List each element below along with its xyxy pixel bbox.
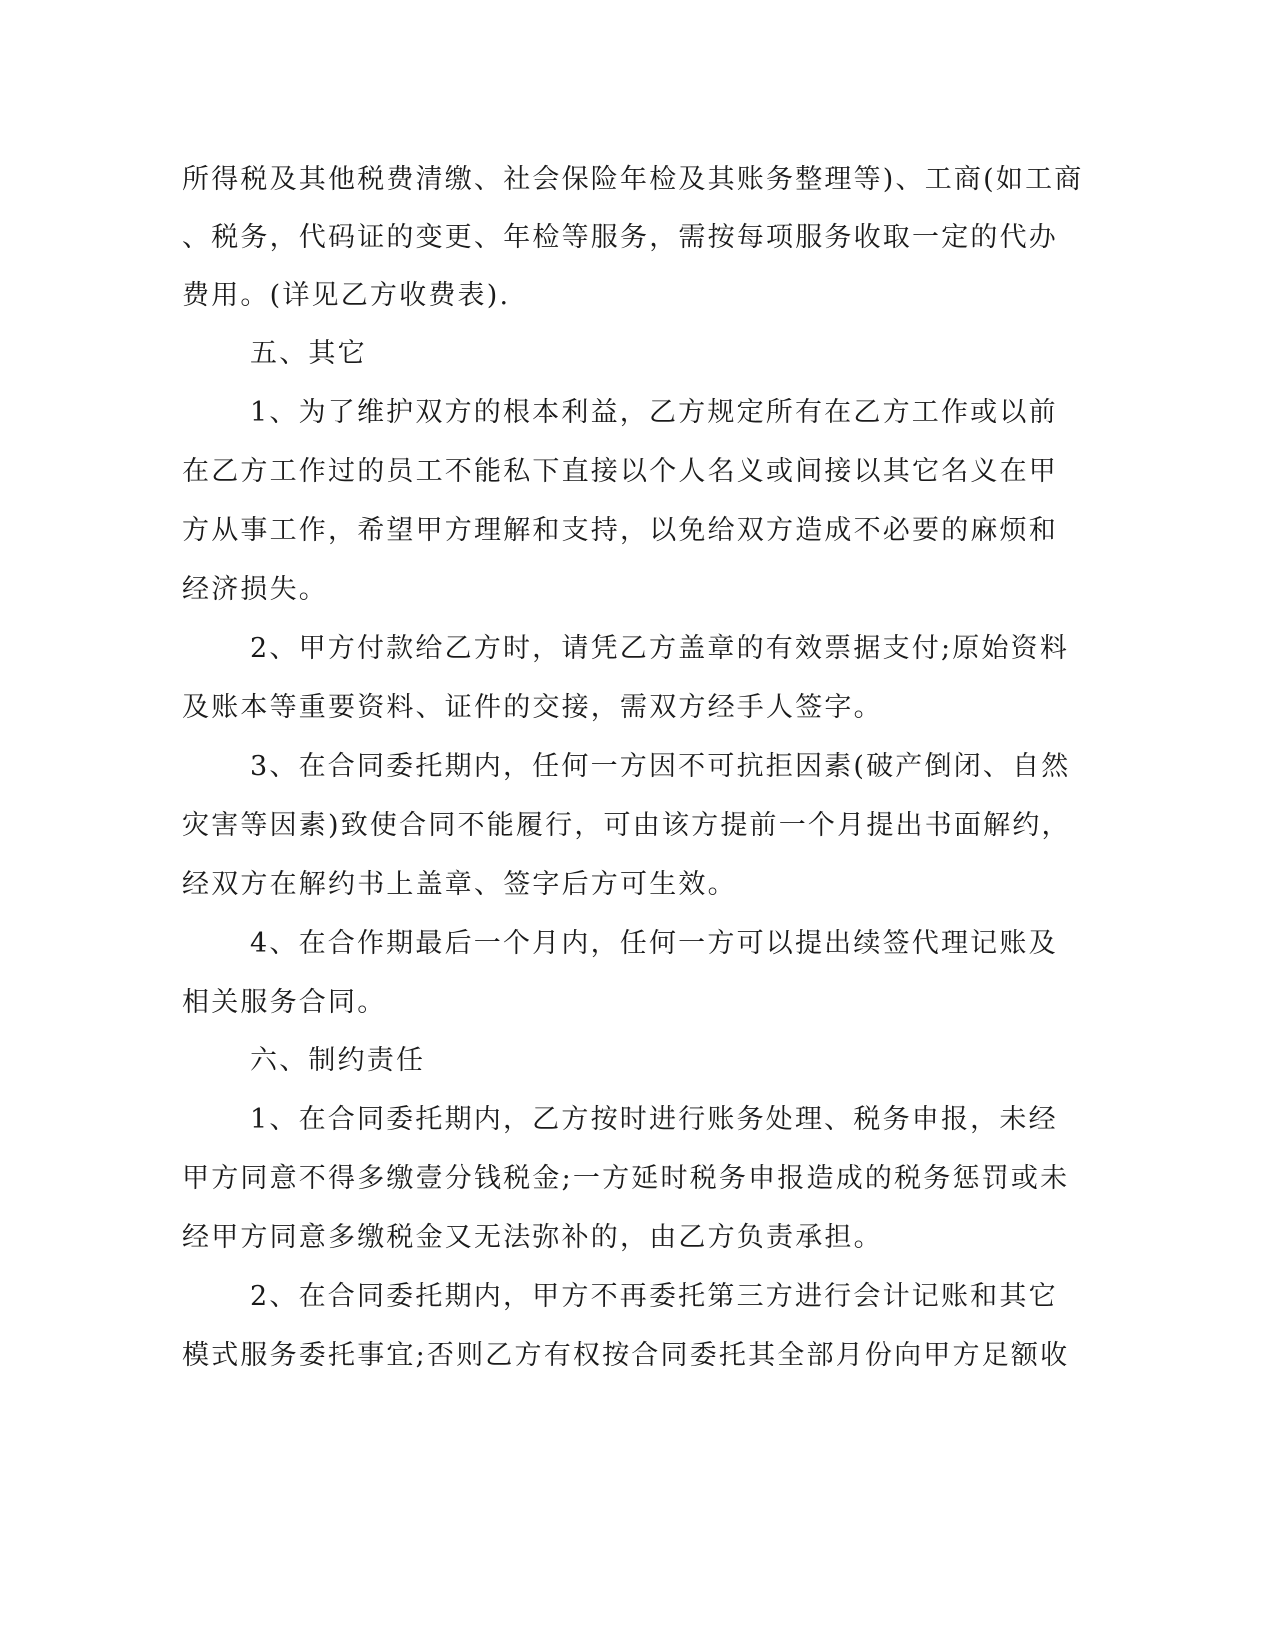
text-line: 所得税及其他税费清缴、社会保险年检及其账务整理等)、工商(如工商 — [182, 164, 1084, 195]
text-line: 2、在合同委托期内，甲方不再委托第三方进行会计记账和其它 — [250, 1281, 1058, 1312]
text-line: 在乙方工作过的员工不能私下直接以个人名义或间接以其它名义在甲 — [182, 456, 1058, 487]
text-line: 经济损失。 — [182, 574, 328, 605]
text-line: 模式服务委托事宜;否则乙方有权按合同委托其全部月份向甲方足额收 — [182, 1340, 1070, 1371]
text-line: 甲方同意不得多缴壹分钱税金;一方延时税务申报造成的税务惩罚或未 — [182, 1163, 1070, 1194]
text-line: 经甲方同意多缴税金又无法弥补的，由乙方负责承担。 — [182, 1222, 883, 1253]
text-line: 1、在合同委托期内，乙方按时进行账务处理、税务申报，未经 — [250, 1104, 1058, 1135]
text-line: 经双方在解约书上盖章、签字后方可生效。 — [182, 869, 737, 900]
text-line: 2、甲方付款给乙方时，请凭乙方盖章的有效票据支付;原始资料 — [250, 633, 1070, 664]
text-line: 相关服务合同。 — [182, 987, 387, 1018]
text-line: 灾害等因素)致使合同不能履行，可由该方提前一个月提出书面解约， — [182, 810, 1071, 841]
text-line: 费用。(详见乙方收费表). — [182, 280, 511, 311]
text-line: 4、在合作期最后一个月内，任何一方可以提出续签代理记账及 — [250, 928, 1058, 959]
text-line: 、税务，代码证的变更、年检等服务，需按每项服务收取一定的代办 — [182, 222, 1058, 253]
text-line: 方从事工作，希望甲方理解和支持，以免给双方造成不必要的麻烦和 — [182, 515, 1058, 546]
text-line: 1、为了维护双方的根本利益，乙方规定所有在乙方工作或以前 — [250, 397, 1058, 428]
section-heading: 六、制约责任 — [250, 1045, 426, 1076]
section-heading: 五、其它 — [250, 338, 367, 369]
text-line: 及账本等重要资料、证件的交接，需双方经手人签字。 — [182, 692, 883, 723]
text-line: 3、在合同委托期内，任何一方因不可抗拒因素(破产倒闭、自然 — [250, 751, 1071, 782]
